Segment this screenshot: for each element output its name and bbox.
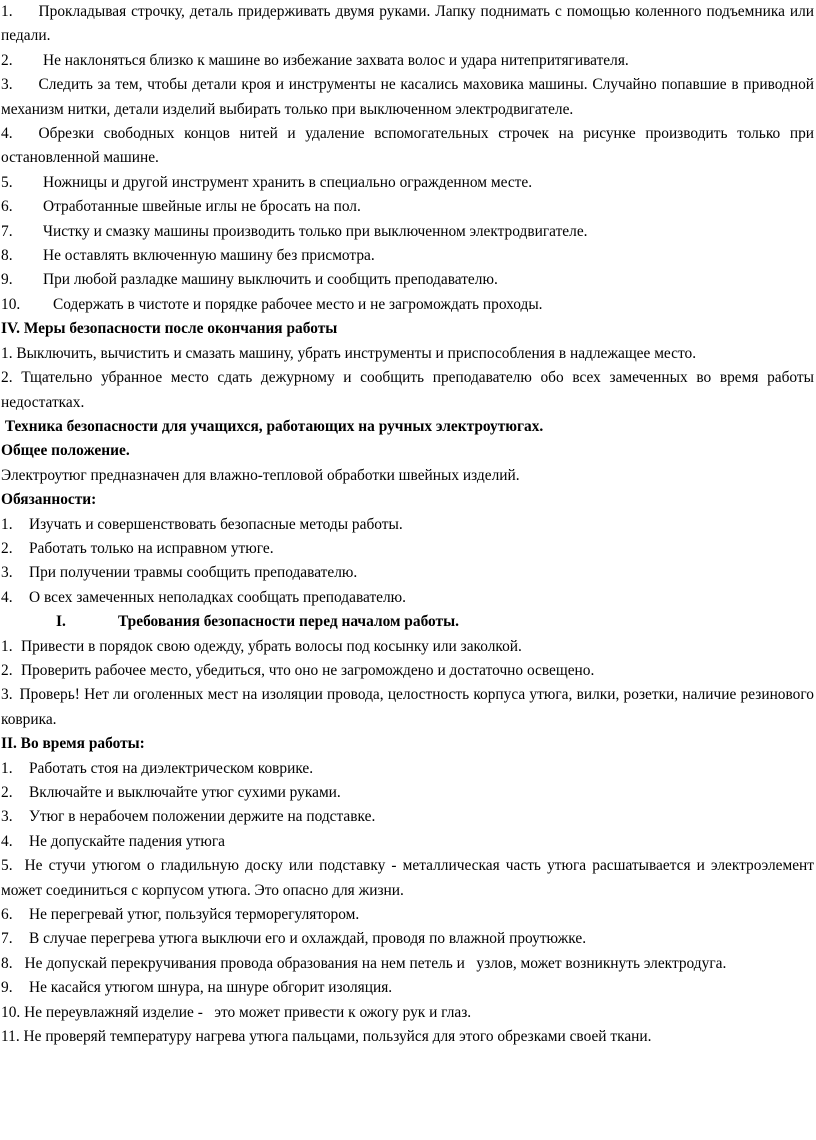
item-text: При получении травмы сообщить преподавателю. (29, 564, 358, 582)
item-number: 1. (1, 759, 13, 777)
item-number: 6. (1, 906, 13, 924)
list-item (1, 122, 814, 171)
list-item (1, 293, 814, 317)
item-number: 8. (1, 247, 13, 265)
item-number: 7. (1, 930, 13, 948)
during-work-list (1, 757, 814, 1050)
item-text: Не стучи утюгом о гладильную доску или подставку - металлическая часть утюга расшатывается и электроэлемент может соединиться с корпусом утюга. Это опасно для жизни. (1, 857, 814, 899)
item-number: 7. (1, 222, 13, 240)
item-text: Ножницы и другой инструмент хранить в специально огражденном месте. (43, 173, 533, 191)
section-title: Требования безопасности перед началом работы. (118, 613, 459, 631)
item-number: 1. (1, 344, 13, 362)
item-text: Обрезки свободных концов нитей и удаление вспомогательных строчек на рисунке производить только при остановленной машине. (1, 125, 814, 167)
item-number: 3. (1, 76, 13, 94)
item-text: Включайте и выключайте утюг сухими руками. (29, 784, 341, 801)
item-text: Не допускайте падения утюга (29, 832, 225, 850)
item-text: Работать стоя на диэлектрическом коврике. (29, 759, 314, 777)
list-item (1, 366, 814, 415)
item-text: Содержать в чистоте и порядке рабочее место и не загромождать проходы. (53, 295, 543, 313)
before-work-list (1, 635, 814, 733)
item-number: 6. (1, 198, 13, 216)
item-text: Не оставлять включенную машину без присмотра. (43, 247, 375, 265)
item-text: Проверь! Нет ли оголенных мест на изоляции провода, целостность корпуса утюга, вилки, розетки, наличие резинового коврика. (1, 686, 814, 728)
item-number: 2. (1, 51, 13, 69)
section-heading: Общее положение. (1, 442, 130, 460)
list-item (1, 171, 814, 195)
list-item (1, 805, 814, 829)
section-heading (1, 610, 814, 634)
item-text: Не проверяй температуру нагрева утюга пальцами, пользуйся для этого обрезками своей ткани. (23, 1028, 652, 1046)
list-item (1, 854, 814, 903)
list-item (1, 952, 814, 976)
item-number: 2. (1, 369, 13, 387)
list-item (1, 220, 814, 244)
item-number: 3. (1, 686, 13, 704)
item-number: 4. (1, 588, 13, 606)
list-item (1, 537, 814, 561)
list-item (1, 244, 814, 268)
item-text: Работать только на исправном утюге. (29, 539, 274, 557)
list-item (1, 513, 814, 537)
item-text: О всех замеченных неполадках сообщать преподавателю. (29, 588, 407, 606)
list-item (1, 0, 814, 49)
list-item (1, 1001, 814, 1025)
list-item (1, 195, 814, 219)
item-number: 8. (1, 954, 13, 972)
machine-rules-list (1, 0, 814, 317)
list-item (1, 635, 814, 659)
item-text: Привести в порядок свою одежду, убрать волосы под косынку или заколкой. (21, 637, 522, 655)
list-item (1, 586, 814, 610)
item-number: 11. (1, 1028, 20, 1046)
item-number: 4. (1, 125, 13, 143)
item-text: Отработанные швейные иглы не бросать на пол. (43, 198, 361, 216)
item-text: При любой разладке машину выключить и сообщить преподавателю. (43, 271, 498, 289)
item-number: 1. (1, 515, 13, 533)
item-text: Тщательно убранное место сдать дежурному и сообщить преподавателю обо всех замеченных во время работы недостатках. (1, 369, 814, 411)
item-text: Не наклоняться близко к машине во избежание захвата волос и удара нитепритягивателя. (43, 51, 629, 69)
item-number: 1. (1, 3, 13, 20)
item-number: 5. (1, 857, 13, 875)
section-heading: Обязанности: (1, 491, 97, 509)
item-text: Чистку и смазку машины производить только при выключенном электродвигателе. (43, 222, 588, 240)
list-item (1, 342, 814, 366)
item-text: Не касайся утюгом шнура, на шнуре обгорит изоляция. (29, 979, 393, 997)
list-item (1, 683, 814, 732)
item-number: 10. (1, 295, 21, 313)
item-number: 9. (1, 271, 13, 289)
paragraph: Электроутюг предназначен для влажно-тепловой обработки швейных изделий. (1, 466, 520, 484)
item-text: Не перегревай утюг, пользуйся терморегулятором. (29, 906, 360, 924)
item-text: Не переувлажняй изделие - это может привести к ожогу рук и глаз. (24, 1003, 472, 1021)
section-number: I. (56, 613, 66, 631)
item-text: Утюг в нерабочем положении держите на подставке. (29, 808, 376, 826)
item-number: 5. (1, 173, 13, 191)
list-item (1, 561, 814, 585)
item-number: 2. (1, 661, 13, 679)
item-number: 9. (1, 979, 13, 997)
item-number: 2. (1, 539, 13, 557)
section-heading: II. Во время работы: (1, 735, 145, 753)
item-text: Следить за тем, чтобы детали кроя и инструменты не касались маховика машины. Случайно попавшие в приводной механизм нитки, детали изделий выбирать только при выключенном электродвигателе. (1, 76, 814, 118)
item-text: Изучать и совершенствовать безопасные методы работы. (29, 515, 403, 533)
list-item (1, 976, 814, 1000)
duties-list (1, 513, 814, 611)
list-item (1, 49, 814, 73)
item-text: В случае перегрева утюга выключи его и охлаждай, проводя по влажной проутюжке. (29, 930, 587, 948)
list-item (1, 903, 814, 927)
list-item (1, 1025, 814, 1049)
list-item (1, 73, 814, 122)
item-text: Проверить рабочее место, убедиться, что оно не загромождено и достаточно освещено. (21, 661, 595, 679)
item-text: Выключить, вычистить и смазать машину, убрать инструменты и приспособления в надлежащее место. (16, 344, 697, 362)
item-text: Прокладывая строчку, деталь придерживать двумя руками. Лапку поднимать с помощью коленного подъемника или педали. (1, 3, 814, 45)
item-number: 4. (1, 832, 13, 850)
list-item (1, 659, 814, 683)
list-item (1, 268, 814, 292)
section-heading: IV. Меры безопасности после окончания работы (1, 320, 338, 338)
item-number: 10. (1, 1003, 21, 1021)
item-number: 3. (1, 564, 13, 582)
item-number: 2. (1, 784, 13, 801)
document-title: Техника безопасности для учащихся, работающих на ручных электроутюгах. (1, 417, 544, 435)
list-item (1, 757, 814, 781)
list-item (1, 927, 814, 951)
item-number: 3. (1, 808, 13, 826)
item-number: 1. (1, 637, 13, 655)
list-item (1, 830, 814, 854)
list-item (1, 781, 814, 805)
item-text: Не допускай перекручивания провода образования на нем петель и узлов, может возникнуть электродуга. (24, 954, 727, 972)
